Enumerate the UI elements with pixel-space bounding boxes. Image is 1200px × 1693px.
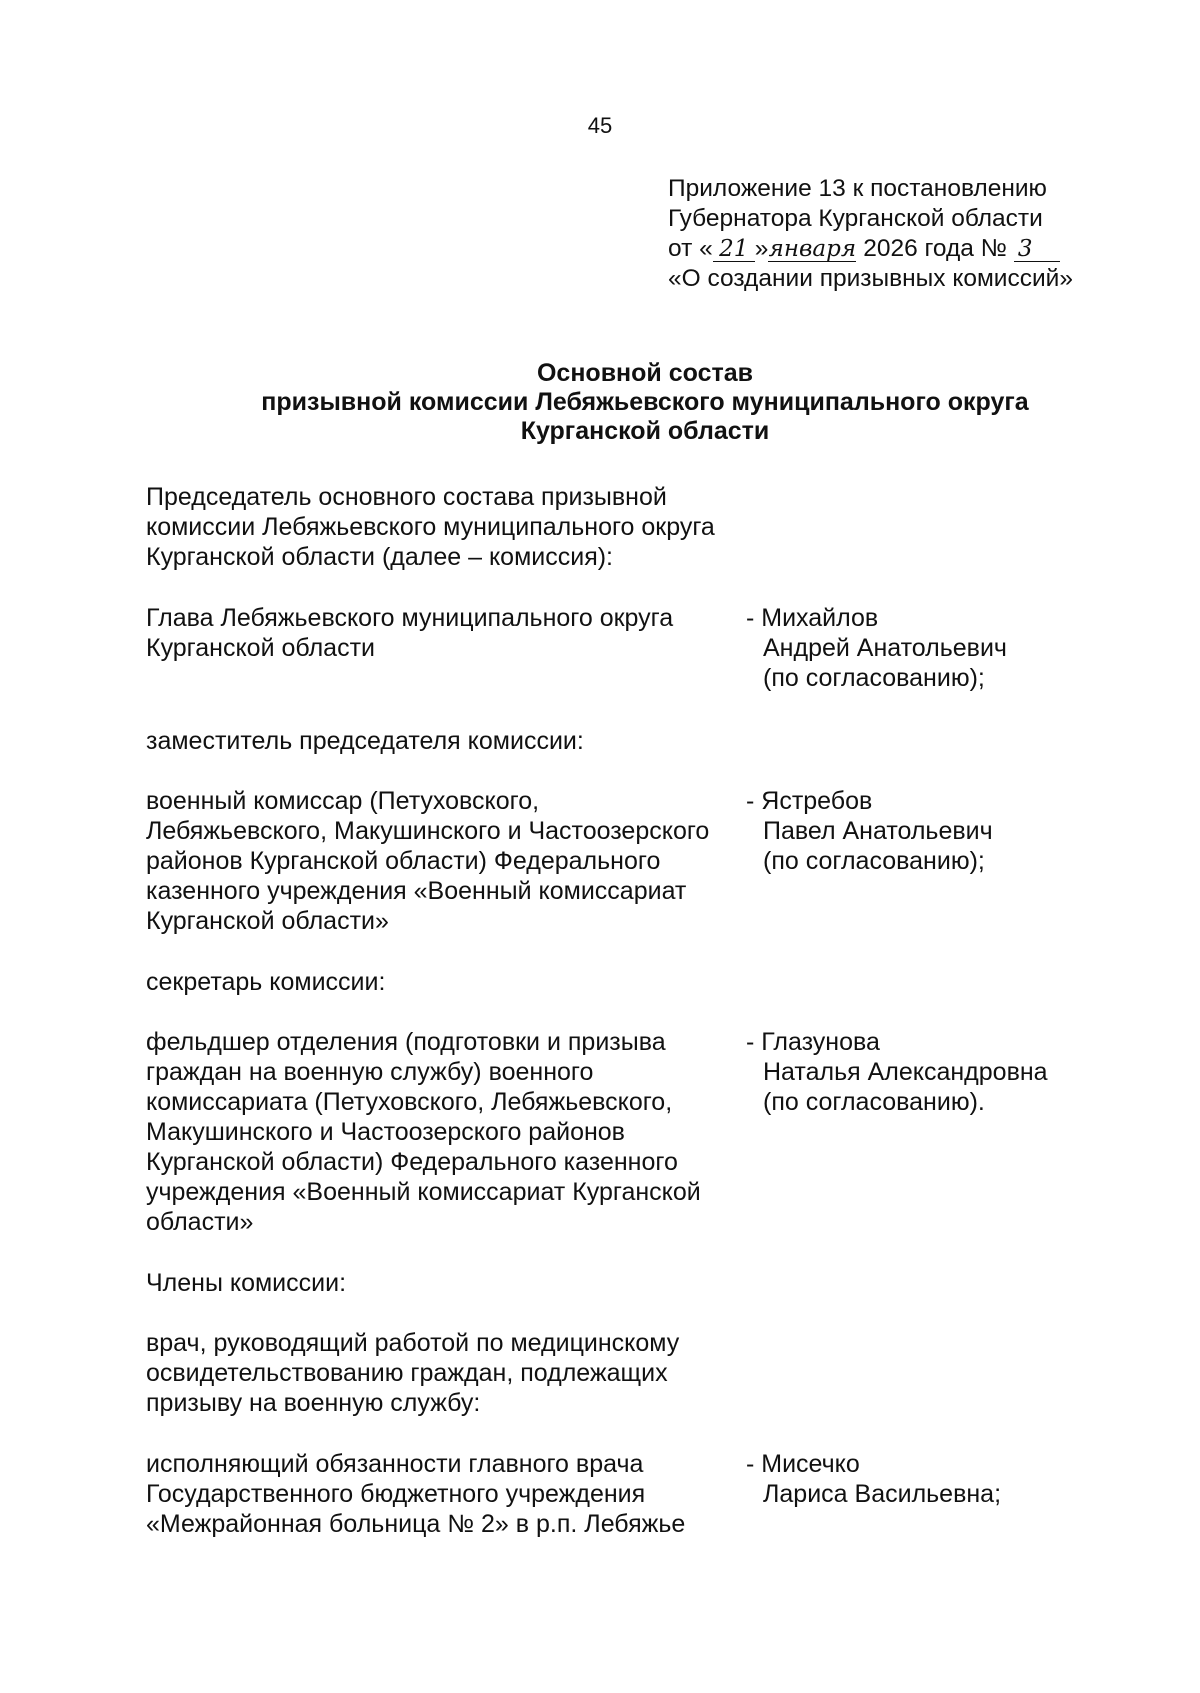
doctor-label-line: освидетельствованию граждан, подлежащих [146, 1359, 668, 1387]
position-line: Государственного бюджетного учреждения [146, 1480, 646, 1508]
person-line: Павел Анатольевич [763, 817, 993, 845]
title-line-3: Курганской области [520, 417, 770, 445]
chair-heading [146, 482, 746, 572]
title-line-1: Основной состав [536, 359, 754, 387]
date-prefix: от « [668, 235, 713, 262]
position-line: военный комиссар (Петуховского, [146, 787, 540, 815]
entry-4-position [146, 1449, 746, 1539]
person-line: (по согласованию). [763, 1088, 985, 1116]
position-line: области» [146, 1208, 254, 1236]
chair-heading-line: Председатель основного состава призывной [146, 483, 667, 511]
chair-heading-line: Курганской области (далее – комиссия): [146, 543, 614, 571]
deputy-label: заместитель председателя комиссии: [146, 727, 584, 755]
entry-4-person [746, 1449, 1166, 1509]
person-line: Наталья Александровна [763, 1058, 1048, 1086]
title-line-2: призывной комиссии Лебяжьевского муниципального округа [261, 388, 1029, 416]
position-line: учреждения «Военный комиссариат Курганской [146, 1178, 701, 1206]
person-line: (по согласованию); [763, 664, 985, 692]
appendix-header [668, 174, 1168, 294]
date-mid: » [754, 235, 769, 262]
handwritten-month: января [768, 236, 857, 262]
entry-2-position [146, 786, 746, 936]
person-line: (по согласованию); [763, 847, 985, 875]
position-line: граждан на военную службу) военного [146, 1058, 594, 1086]
date-year-text: 2026 года № [863, 235, 1008, 262]
doctor-label-line: призыву на военную службу: [146, 1389, 481, 1417]
position-line: Курганской области [146, 634, 376, 662]
position-line: казенного учреждения «Военный комиссариат [146, 877, 687, 905]
position-line: комиссариата (Петуховского, Лебяжьевского, [146, 1088, 673, 1116]
position-line: фельдшер отделения (подготовки и призыва [146, 1028, 666, 1056]
entry-3-person [746, 1027, 1166, 1117]
position-line: «Межрайонная больница № 2» в р.п. Лебяжье [146, 1510, 686, 1538]
position-line: районов Курганской области) Федерального [146, 847, 661, 875]
position-line: Курганской области) Федерального казенного [146, 1148, 678, 1176]
entry-2-person [746, 786, 1166, 876]
person-line: Андрей Анатольевич [763, 634, 1007, 662]
person-line: Лариса Васильевна; [763, 1480, 1002, 1508]
entry-1-person [746, 603, 1166, 693]
members-label: Члены комиссии: [146, 1269, 347, 1297]
appendix-line-2: Губернатора Курганской области [668, 205, 1043, 232]
person-line: - Ястребов [746, 787, 873, 815]
appendix-line-4: «О создании призывных комиссий» [668, 265, 1073, 292]
entry-3-position [146, 1027, 746, 1237]
position-line: Глава Лебяжьевского муниципального округа [146, 604, 674, 632]
position-line: Курганской области» [146, 907, 389, 935]
position-line: Макушинского и Частоозерского районов [146, 1118, 625, 1146]
position-line: Лебяжьевского, Макушинского и Частоозерского [146, 817, 710, 845]
doctor-label-line: врач, руководящий работой по медицинскому [146, 1329, 680, 1357]
chair-heading-line: комиссии Лебяжьевского муниципального округа [146, 513, 715, 541]
position-line: исполняющий обязанности главного врача [146, 1450, 644, 1478]
person-line: - Мисечко [746, 1450, 860, 1478]
person-line: - Глазунова [746, 1028, 880, 1056]
appendix-date-line [668, 234, 1168, 264]
person-line: - Михайлов [746, 604, 879, 632]
appendix-line-1: Приложение 13 к постановлению [668, 175, 1047, 202]
handwritten-day: 21 [713, 237, 755, 262]
secretary-label: секретарь комиссии: [146, 968, 386, 996]
page-number: 45 [587, 113, 613, 138]
doctor-label [146, 1328, 746, 1418]
document-title [0, 359, 1200, 446]
handwritten-doc-number: 3 [1014, 237, 1060, 262]
entry-1-position [146, 603, 746, 663]
